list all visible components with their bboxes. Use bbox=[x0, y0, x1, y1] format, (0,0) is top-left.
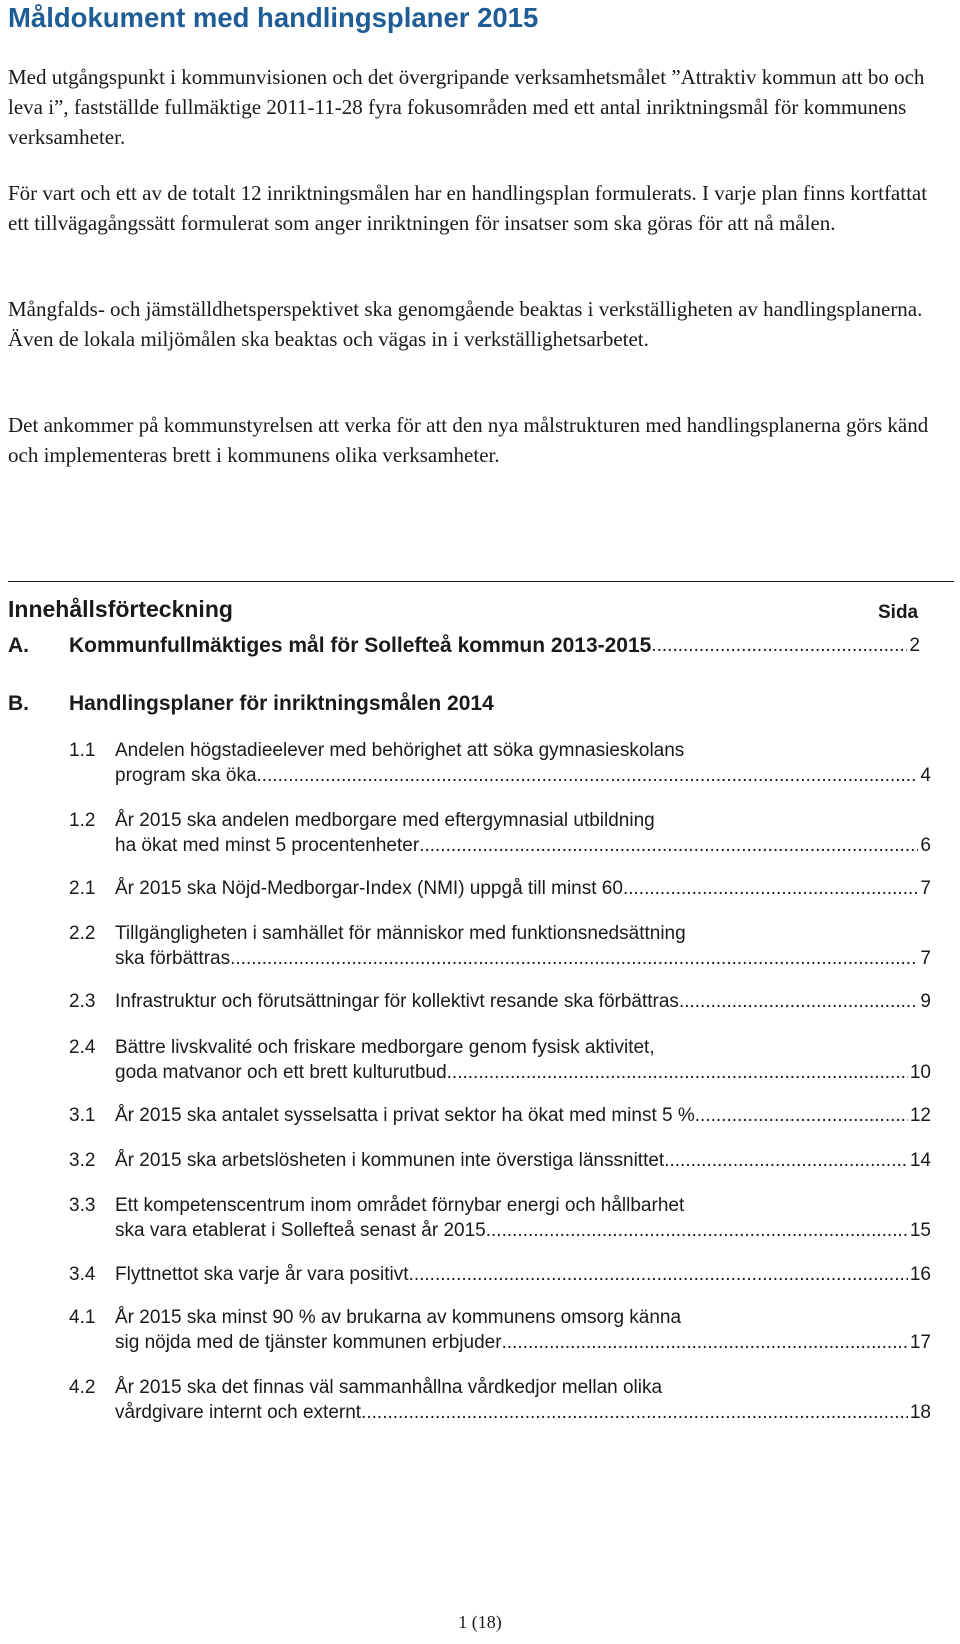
toc-page-number: 7 bbox=[920, 948, 931, 969]
toc-item-3-4[interactable] bbox=[65, 1262, 931, 1287]
toc-item-row bbox=[115, 876, 931, 901]
toc-page-number: 16 bbox=[909, 1264, 931, 1285]
intro-paragraph-3: Mångfalds- och jämställdhetsperspektivet ska genomgående beaktas i verkställigheten av handlingsplanerna. Även de lokala miljömålen ska beaktas och vägas in i verkställighetsarbetet. bbox=[8, 297, 923, 351]
toc-item-1-1[interactable] bbox=[65, 738, 931, 788]
toc-page-number: 12 bbox=[909, 1105, 931, 1126]
toc-item-row bbox=[115, 763, 931, 788]
toc-heading: Innehållsförteckning bbox=[8, 596, 233, 622]
toc-item-4-1[interactable] bbox=[65, 1305, 931, 1355]
toc-item-number: 2.1 bbox=[69, 878, 96, 899]
intro-paragraph-2: För vart och ett av de totalt 12 inriktningsmålen har en handlingsplan formulerats. I varje plan finns kortfattat ett tillvägagångssätt formulerat som anger inriktningen för insatser som ska göras för att nå målen. bbox=[8, 181, 928, 235]
toc-item-text: ha ökat med minst 5 procentenheter bbox=[115, 835, 420, 856]
toc-item-number: 2.4 bbox=[69, 1037, 96, 1058]
toc-item-text: ska förbättras bbox=[115, 948, 231, 969]
toc-item-number: 4.1 bbox=[69, 1307, 96, 1328]
dot-leader bbox=[679, 989, 918, 1014]
toc-item-text: Tillgängligheten i samhället för människor med funktionsnedsättning bbox=[115, 923, 686, 944]
toc-page-number: 9 bbox=[920, 991, 931, 1012]
toc-item-text: År 2015 ska Nöjd-Medborgar-Index (NMI) uppgå till minst 60 bbox=[115, 878, 623, 899]
toc-item-text: Flyttnettot ska varje år vara positivt bbox=[115, 1264, 409, 1285]
toc-section-title: Handlingsplaner för inriktningsmålen 2014 bbox=[69, 692, 494, 715]
intro-paragraph-1: Med utgångspunkt i kommunvisionen och det övergripande verksamhetsmålet ”Attraktiv kommun att bo och leva i”, fastställde fullmäktige 2011-11-28 fyra fokusområden med ett antal inriktningsmål för kommunens verksamheter. bbox=[8, 65, 925, 149]
toc-page-number: 18 bbox=[909, 1402, 931, 1423]
toc-page-number: 4 bbox=[920, 765, 931, 786]
toc-item-3-2[interactable] bbox=[65, 1148, 931, 1173]
toc-item-1-2[interactable] bbox=[65, 808, 931, 858]
dot-leader bbox=[502, 1330, 908, 1355]
toc-item-text: År 2015 ska antalet sysselsatta i privat sektor ha ökat med minst 5 % bbox=[115, 1105, 695, 1126]
toc-item-text: Ett kompetenscentrum inom området förnybar energi och hållbarhet bbox=[115, 1195, 685, 1216]
dot-leader bbox=[419, 833, 918, 858]
toc-item-number: 2.3 bbox=[69, 991, 96, 1012]
toc-item-text: Infrastruktur och förutsättningar för kollektivt resande ska förbättras bbox=[115, 991, 679, 1012]
toc-item-number: 3.2 bbox=[69, 1150, 96, 1171]
toc-item-text: sig nöjda med de tjänster kommunen erbjuder bbox=[115, 1332, 502, 1353]
toc-item-text: Bättre livskvalité och friskare medborgare genom fysisk aktivitet, bbox=[115, 1037, 655, 1058]
toc-item-text: goda matvanor och ett brett kulturutbud bbox=[115, 1062, 447, 1083]
toc-item-number: 3.3 bbox=[69, 1195, 96, 1216]
toc-section-letter: B. bbox=[8, 692, 29, 715]
toc-item-text: ska vara etablerat i Sollefteå senast år 2015 bbox=[115, 1220, 486, 1241]
toc-item-row bbox=[115, 989, 931, 1014]
toc-page-number: 2 bbox=[909, 635, 920, 656]
toc-page-number: 6 bbox=[920, 835, 931, 856]
toc-item-row bbox=[115, 833, 931, 858]
toc-item-2-3[interactable] bbox=[65, 989, 931, 1014]
toc-item-4-2[interactable] bbox=[65, 1375, 931, 1425]
toc-item-text: program ska öka bbox=[115, 765, 257, 786]
toc-item-row bbox=[115, 1262, 931, 1287]
toc-item-text: År 2015 ska andelen medborgare med eftergymnasial utbildning bbox=[115, 810, 655, 831]
divider bbox=[8, 581, 954, 582]
toc-item-row bbox=[115, 1330, 931, 1355]
toc-item-number: 2.2 bbox=[69, 923, 96, 944]
toc-item-number: 3.4 bbox=[69, 1264, 96, 1285]
dot-leader bbox=[486, 1218, 908, 1243]
toc-item-row bbox=[115, 1060, 931, 1085]
toc-page-number: 15 bbox=[909, 1220, 931, 1241]
toc-item-number: 1.2 bbox=[69, 810, 96, 831]
intro-paragraph-4: Det ankommer på kommunstyrelsen att verka för att den nya målstrukturen med handlingsplanerna görs känd och implementeras brett i kommunens olika verksamheter. bbox=[8, 413, 929, 467]
toc-item-2-4[interactable] bbox=[65, 1035, 931, 1085]
dot-leader bbox=[695, 1103, 908, 1128]
dot-leader bbox=[230, 946, 918, 971]
toc-section-a[interactable] bbox=[8, 631, 928, 661]
toc-section-letter: A. bbox=[8, 634, 29, 657]
toc-item-row bbox=[115, 1103, 931, 1128]
page-title: Måldokument med handlingsplaner 2015 bbox=[8, 2, 539, 33]
toc-item-text: År 2015 ska det finnas väl sammanhållna vårdkedjor mellan olika bbox=[115, 1377, 663, 1398]
dot-leader bbox=[664, 1148, 908, 1173]
toc-section-b[interactable] bbox=[8, 689, 928, 719]
toc-page-label: Sida bbox=[878, 602, 919, 623]
toc-item-number: 1.1 bbox=[69, 740, 96, 761]
toc-item-row bbox=[115, 1148, 931, 1173]
dot-leader bbox=[257, 763, 919, 788]
toc-item-2-1[interactable] bbox=[65, 876, 931, 901]
toc-item-row bbox=[115, 946, 931, 971]
toc-item-text: År 2015 ska minst 90 % av brukarna av kommunens omsorg känna bbox=[115, 1307, 682, 1328]
dot-leader bbox=[447, 1060, 908, 1085]
toc-item-3-3[interactable] bbox=[65, 1193, 931, 1243]
dot-leader bbox=[623, 876, 918, 901]
dot-leader bbox=[409, 1262, 908, 1287]
toc-item-text: Andelen högstadieelever med behörighet att söka gymnasieskolans bbox=[115, 740, 685, 761]
toc-item-text: vårdgivare internt och externt bbox=[115, 1402, 362, 1423]
toc-section-title: Kommunfullmäktiges mål för Sollefteå kommun 2013-2015 bbox=[69, 634, 652, 657]
toc-page-number: 14 bbox=[909, 1150, 931, 1171]
page-footer: 1 (18) bbox=[458, 1612, 502, 1632]
dot-leader bbox=[361, 1400, 908, 1425]
toc-item-row bbox=[115, 1400, 931, 1425]
toc-item-number: 3.1 bbox=[69, 1105, 96, 1126]
toc-page-number: 7 bbox=[920, 878, 931, 899]
toc-page-number: 10 bbox=[909, 1062, 931, 1083]
toc-item-3-1[interactable] bbox=[65, 1103, 931, 1128]
toc-item-row bbox=[115, 1218, 931, 1243]
toc-item-number: 4.2 bbox=[69, 1377, 96, 1398]
toc-page-number: 17 bbox=[909, 1332, 931, 1353]
toc-item-2-2[interactable] bbox=[65, 921, 931, 971]
toc-item-text: År 2015 ska arbetslösheten i kommunen inte överstiga länssnittet bbox=[115, 1150, 665, 1171]
dot-leader bbox=[651, 631, 907, 661]
